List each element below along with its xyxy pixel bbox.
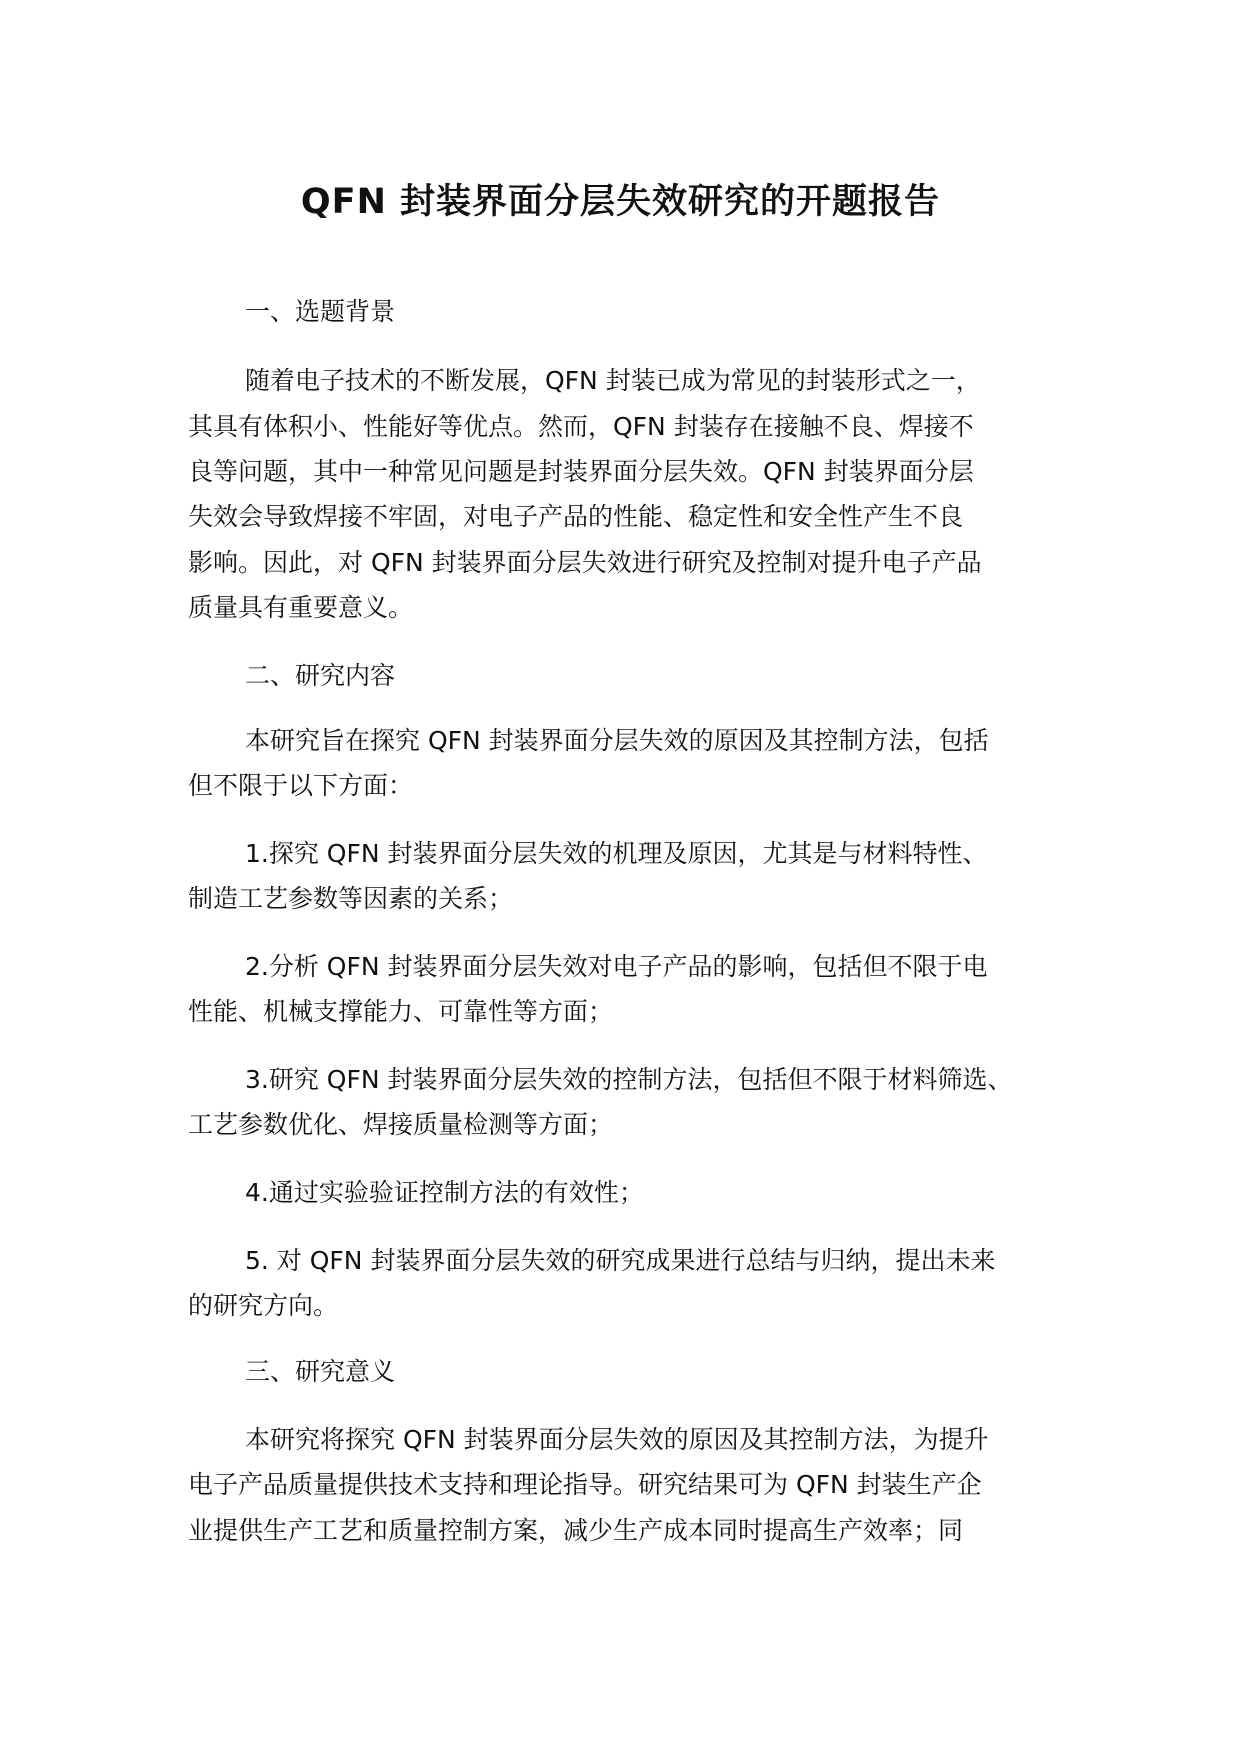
list-item-line: 5. 对 QFN 封装界面分层失效的研究成果进行总结与归纳，提出未来 [245,1246,996,1275]
paragraph-line: 本研究将探究 QFN 封装界面分层失效的原因及其控制方法，为提升 [245,1425,989,1454]
list-item-line: 3.研究 QFN 封装界面分层失效的控制方法，包括但不限于材料筛选、 [245,1065,1013,1094]
section-heading-content: 二、研究内容 [245,661,396,690]
list-item-line: 1.探究 QFN 封装界面分层失效的机理及原因，尤其是与材料特性、 [245,839,988,868]
list-item-line: 工艺参数优化、焊接质量检测等方面； [188,1110,614,1139]
section-heading-significance: 三、研究意义 [245,1357,396,1386]
paragraph-line: 影响。因此，对 QFN 封装界面分层失效进行研究及控制对提升电子产品 [188,548,982,577]
paragraph-line: 质量具有重要意义。 [188,593,414,622]
paragraph-line: 本研究旨在探究 QFN 封装界面分层失效的原因及其控制方法，包括 [245,726,989,755]
list-item-line: 的研究方向。 [188,1291,339,1320]
section-heading-background: 一、选题背景 [245,297,396,326]
paragraph-line: 但不限于以下方面： [188,771,414,800]
list-item-line: 制造工艺参数等因素的关系； [188,884,514,913]
list-item-line: 4.通过实验验证控制方法的有效性； [245,1178,644,1207]
paragraph-line: 其具有体积小、性能好等优点。然而，QFN 封装存在接触不良、焊接不 [188,412,974,441]
paragraph-line: 失效会导致焊接不牢固，对电子产品的性能、稳定性和安全性产生不良 [188,502,964,531]
list-item-line: 性能、机械支撑能力、可靠性等方面； [188,997,614,1026]
document-title: QFN 封装界面分层失效研究的开题报告 [300,182,941,222]
paragraph-line: 良等问题，其中一种常见问题是封装界面分层失效。QFN 封装界面分层 [188,457,974,486]
paragraph-line: 电子产品质量提供技术支持和理论指导。研究结果可为 QFN 封装生产企 [188,1470,982,1499]
list-item-line: 2.分析 QFN 封装界面分层失效对电子产品的影响，包括但不限于电 [245,952,988,981]
paragraph-line: 随着电子技术的不断发展，QFN 封装已成为常见的封装形式之一， [245,366,981,395]
paragraph-line: 业提供生产工艺和质量控制方案，减少生产成本同时提高生产效率；同 [188,1516,964,1545]
